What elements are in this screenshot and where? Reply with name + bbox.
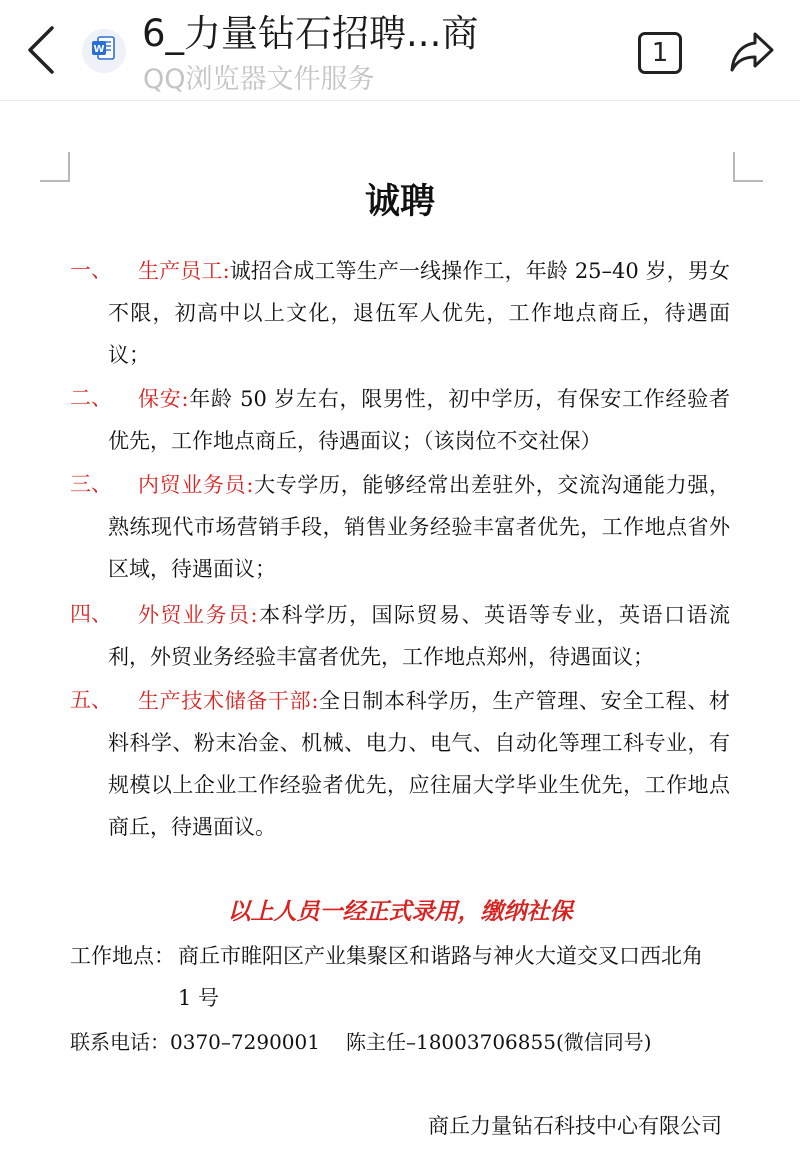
- item-colon: :: [181, 387, 189, 411]
- phone-label: 联系电话：: [70, 1030, 170, 1054]
- word-file-icon: [92, 35, 116, 67]
- source-subtitle: QQ浏览器文件服务: [143, 64, 375, 95]
- item-description: 年龄 50 岁左右，限男性，初中学历，有保安工作经验者优先，工作地点商丘，待遇面议；（该岗位不交社保）: [108, 387, 731, 453]
- item-colon: :: [311, 689, 319, 713]
- item-body: [108, 594, 730, 678]
- item-body: [108, 378, 730, 462]
- item-colon: :: [222, 259, 230, 283]
- item-number: 三、: [70, 472, 112, 496]
- social-insurance-notice: 以上人员一经正式录用，缴纳社保: [227, 898, 573, 925]
- item-body: [108, 464, 730, 590]
- item-description: 大专学历，能够经常出差驻外，交流沟通能力强，熟练现代市场营销手段，销售业务经验丰富者优先，工作地点省外区域，待遇面议；: [108, 473, 731, 581]
- page-count-button[interactable]: 1: [638, 32, 682, 74]
- phone-number: 0370–7290001: [170, 1030, 320, 1054]
- item-label: 外贸业务员: [138, 603, 251, 627]
- item-body: [108, 250, 730, 376]
- item-number: 四、: [70, 602, 112, 626]
- contact-person: 陈主任–18003706855(微信同号): [345, 1030, 652, 1054]
- contact-line: [70, 1022, 652, 1062]
- address-value-continued: 1 号: [178, 986, 220, 1010]
- file-type-badge: [82, 29, 126, 73]
- item-number: 五、: [70, 688, 112, 712]
- back-button[interactable]: [18, 24, 64, 80]
- document-title: 6_力量钻石招聘...商: [142, 12, 479, 55]
- item-description: 诚招合成工等生产一线操作工，年龄 25–40 岁，男女不限，初高中以上文化，退伍军人优先，工作地点商丘，待遇面议；: [108, 259, 731, 367]
- item-description: 本科学历，国际贸易、英语等专业，英语口语流利，外贸业务经验丰富者优先，工作地点郑州，待遇面议；: [108, 603, 731, 669]
- top-bar: [0, 0, 800, 101]
- svg-text:W: W: [93, 44, 105, 55]
- company-name: 商丘力量钻石科技中心有限公司: [428, 1114, 722, 1138]
- item-description: 全日制本科学历，生产管理、安全工程、材料科学、粉末冶金、机械、电力、电气、自动化等理工科专业，有规模以上企业工作经验者优先，应往届大学毕业生优先，工作地点商丘，待遇面议。: [108, 689, 731, 839]
- item-number: 二、: [70, 386, 112, 410]
- item-number: 一、: [70, 258, 112, 282]
- item-label: 保安: [138, 387, 182, 411]
- chevron-left-icon: [26, 25, 56, 79]
- share-arrow-icon: [728, 30, 776, 78]
- address-label: 工作地点：: [70, 944, 175, 968]
- item-colon: :: [250, 603, 258, 627]
- item-body: [108, 680, 730, 848]
- item-colon: :: [246, 473, 254, 497]
- doc-heading: 诚聘: [364, 181, 435, 222]
- item-label: 生产员工: [138, 259, 223, 283]
- item-label: 内贸业务员: [138, 473, 247, 497]
- item-label: 生产技术储备干部: [138, 689, 312, 713]
- share-button[interactable]: [724, 26, 780, 82]
- address-value: 商丘市睢阳区产业集聚区和谐路与神火大道交叉口西北角: [178, 944, 703, 968]
